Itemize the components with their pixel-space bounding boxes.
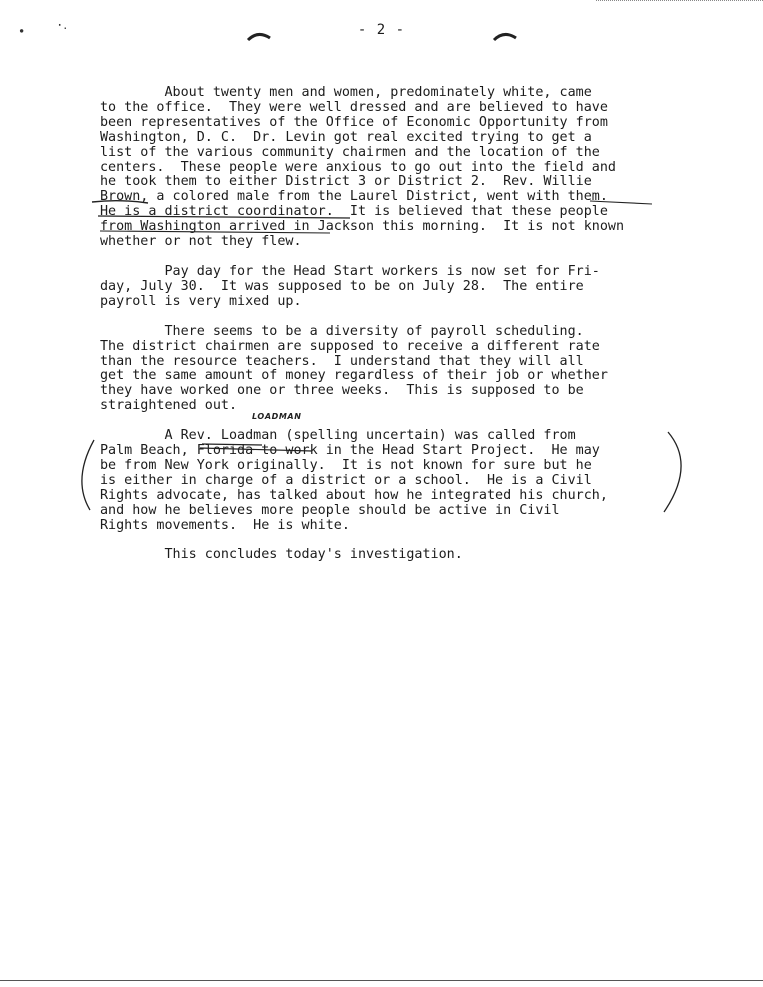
closing-line: This concludes today's investigation. xyxy=(100,547,463,563)
paragraph: A Rev. Loadman (spelling uncertain) was called from Palm Beach, Florida to work in the Head Start Project. He may be from New York originally. It is not known for sure but he is either in charge of a district or a school. He is a Civil Rights advocate, has talked about how he integrated his church, and how he believes more people should be active in Civil Rights movements. He is white. xyxy=(100,428,608,533)
paragraph: There seems to be a diversity of payroll scheduling. The district chairmen are supposed to receive a different rate than the resource teachers. I understand that they will all get the same amount of money regardless of their job or whether they have worked one or three weeks. This is supposed to be straightened out. xyxy=(100,323,608,414)
scan-edge-top xyxy=(596,0,763,1)
page-number: - 2 - xyxy=(357,22,406,38)
scan-speck: ∙ xyxy=(18,24,26,38)
paragraph: About twenty men and women, predominately white, came to the office. They were well dressed and are believed to have been representatives of the Office of Economic Opportunity from Washington, D. C. Dr. Levin got real excited trying to get a list of the various community chairmen and the location of the centers. These people were anxious to go out into the field and he took them to either District 3 or District 2. Rev. Willie Brown, a colored male from the Laurel District, went with them. He is a district coordinator. It is believed that these people from Washington arrived in Jackson this morning. It is not known whether or not they flew. xyxy=(100,85,625,250)
scan-speck: ⋅․ xyxy=(56,18,68,32)
document-body xyxy=(100,86,700,578)
handwritten-annotation: LOADMAN xyxy=(252,412,302,421)
paragraph: Pay day for the Head Start workers is now set for Fri- day, July 30. It was supposed to be on July 28. The entire payroll is very mixed up. xyxy=(100,263,600,309)
scan-edge-bottom xyxy=(0,980,763,981)
